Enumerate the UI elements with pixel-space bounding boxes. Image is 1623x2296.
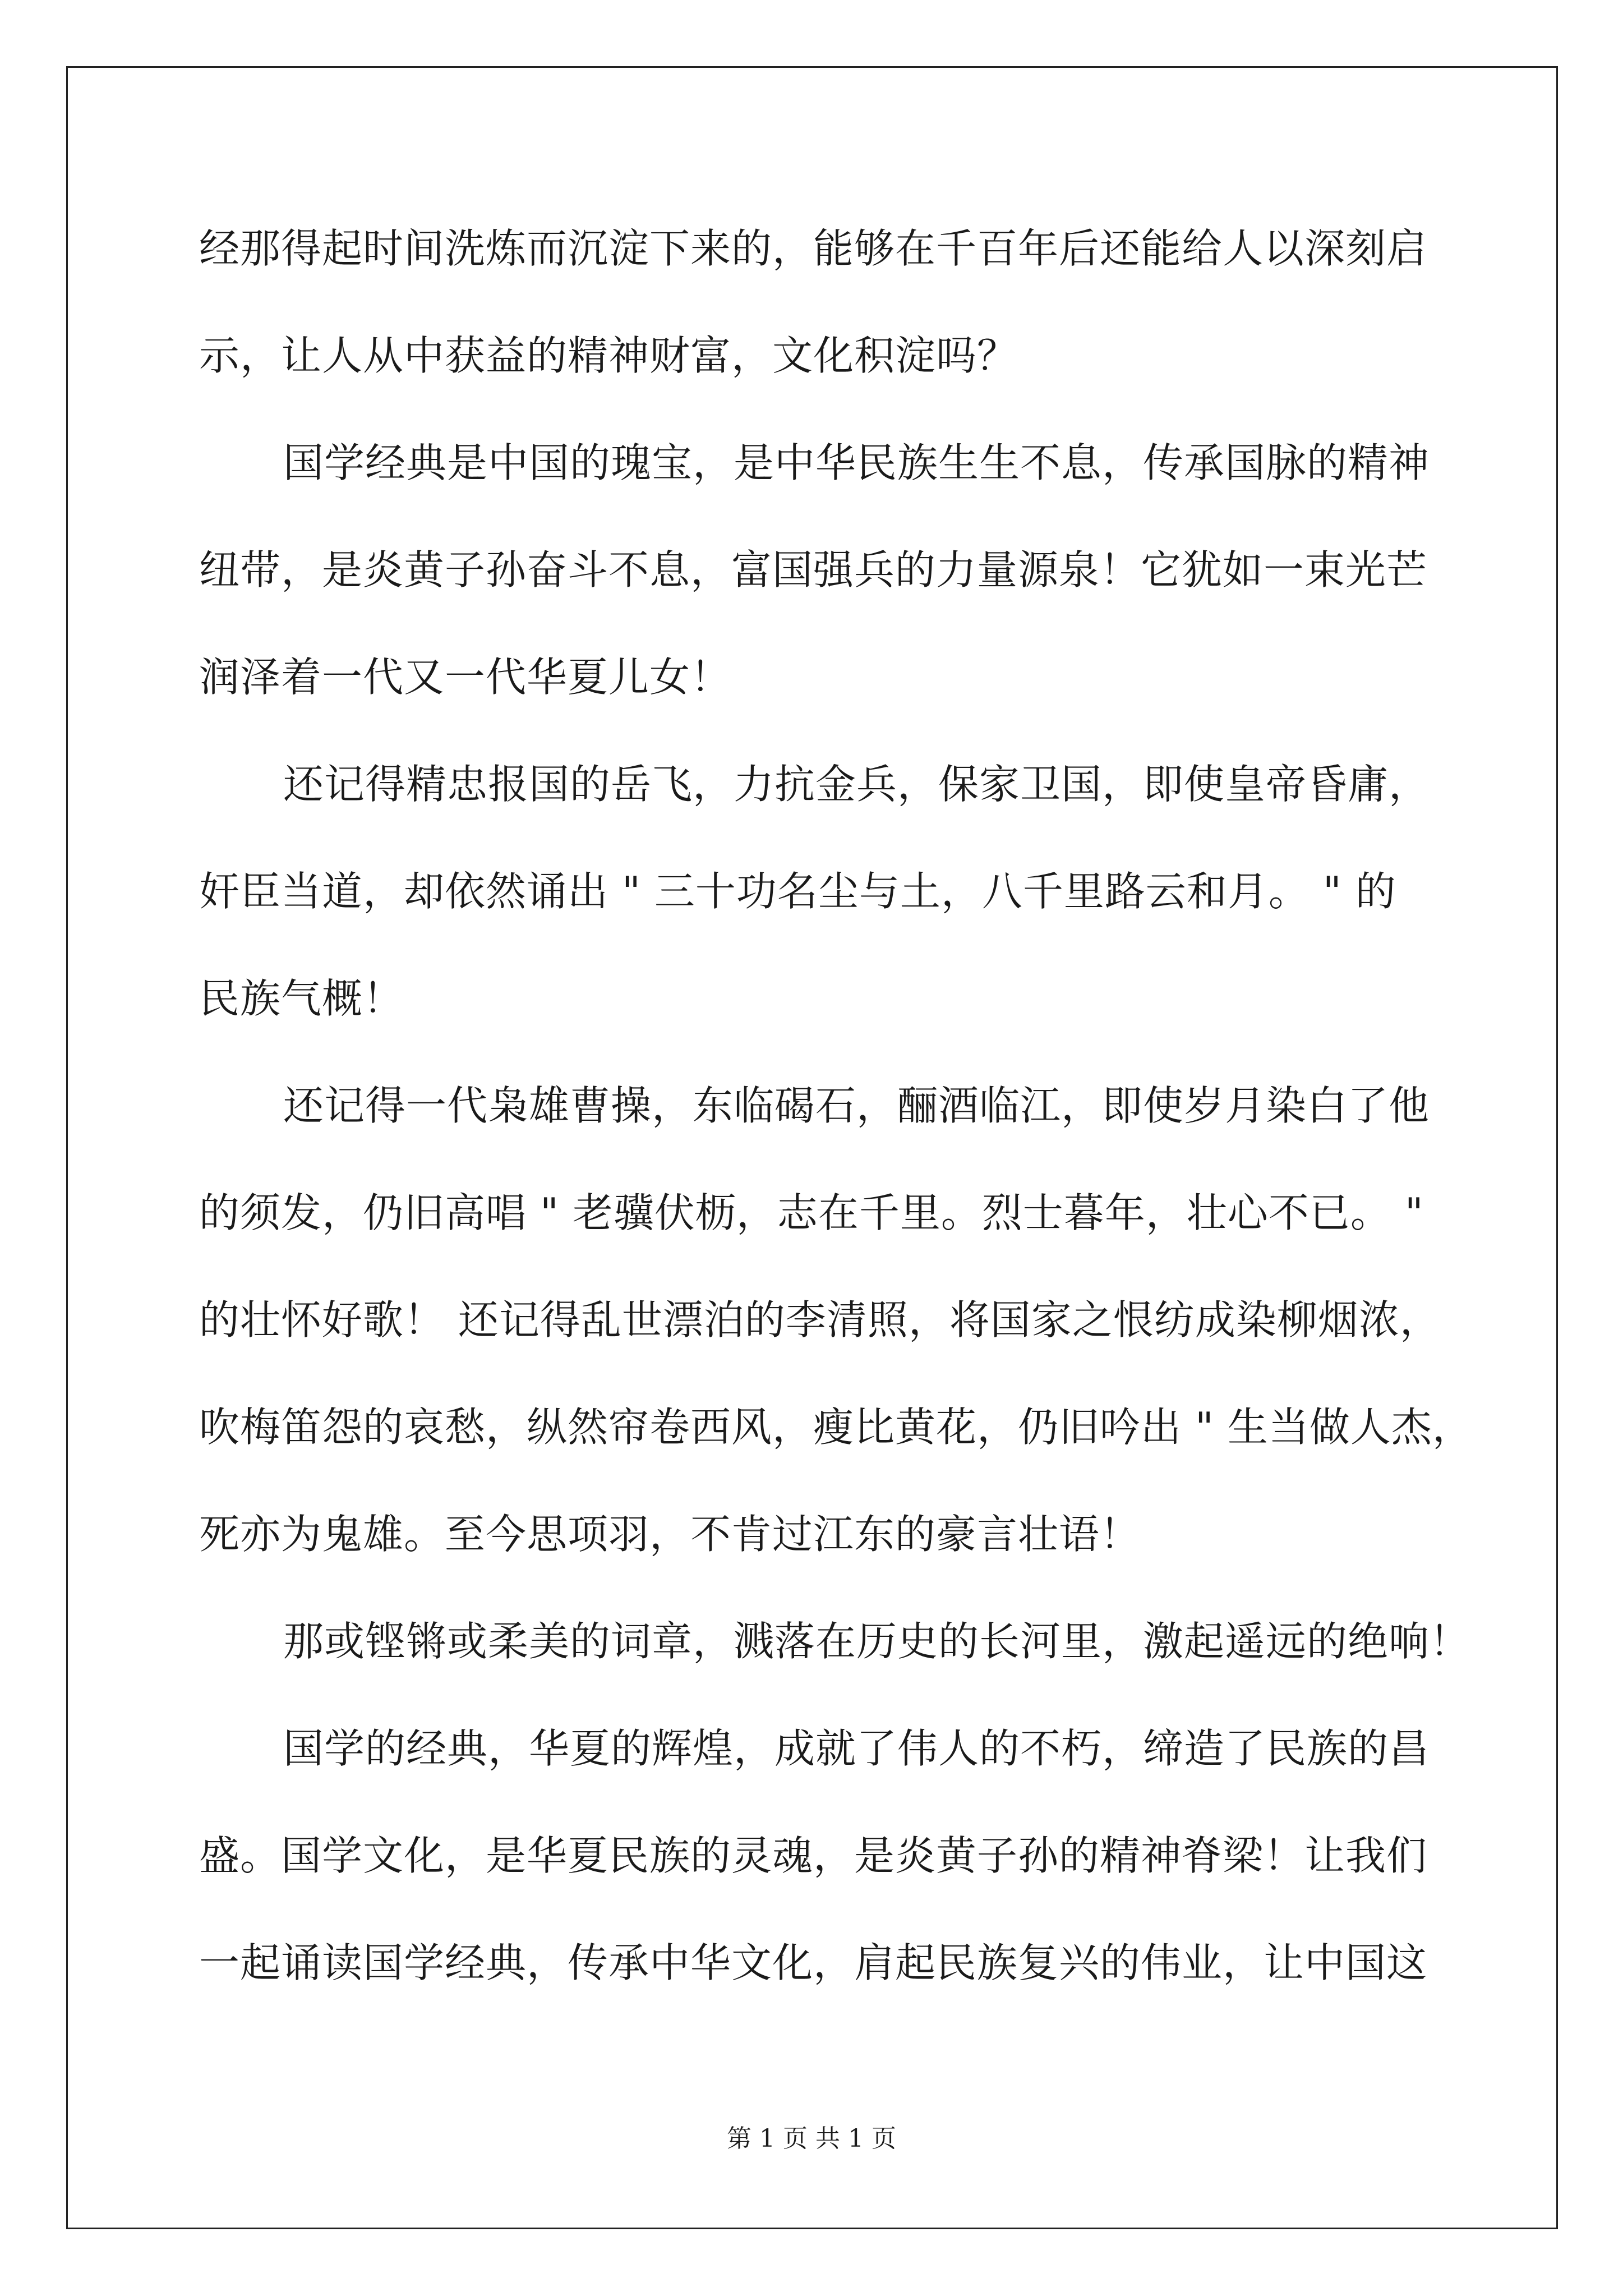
text-line: 示，让人从中获益的精神财富，文化积淀吗？	[199, 332, 1018, 379]
text-line: 吹梅笛怨的哀愁，纵然帘卷西风，瘦比黄花，仍旧吟出 " 生当做人杰，	[199, 1404, 1473, 1451]
text-line: 国学经典是中国的瑰宝，是中华民族生生不息，传承国脉的精神	[283, 439, 1430, 486]
text-line: 还记得精忠报国的岳飞，力抗金兵，保家卫国，即使皇帝昏庸，	[283, 761, 1430, 808]
page-footer: 第 1 页 共 1 页	[727, 2124, 896, 2153]
text-line: 纽带，是炎黄子孙奋斗不息，富国强兵的力量源泉！它犹如一束光芒	[199, 546, 1428, 593]
text-line: 奸臣当道，却依然诵出 " 三十功名尘与土，八千里路云和月。 " 的	[199, 868, 1396, 915]
text-line: 润泽着一代又一代华夏儿女！	[199, 654, 732, 701]
text-line: 死亦为鬼雄。至今思项羽，不肯过江东的豪言壮语！	[199, 1511, 1141, 1558]
text-line: 经那得起时间洗炼而沉淀下来的，能够在千百年后还能给人以深刻启	[199, 225, 1428, 272]
text-line: 民族气概！	[199, 975, 404, 1022]
text-line: 的壮怀好歌！ 还记得乱世漂泊的李清照，将国家之恨纺成染柳烟浓，	[199, 1296, 1441, 1343]
text-line: 的须发，仍旧高唱 " 老骥伏枥，志在千里。烈士暮年，壮心不已。 "	[199, 1189, 1424, 1236]
text-line: 那或铿锵或柔美的词章，溅落在历史的长河里，激起遥远的绝响！	[283, 1618, 1471, 1665]
text-line: 盛。国学文化，是华夏民族的灵魂，是炎黄子孙的精神脊梁！让我们	[199, 1832, 1428, 1879]
text-line: 还记得一代枭雄曹操，东临碣石，酾酒临江，即使岁月染白了他	[283, 1082, 1430, 1129]
text-line: 国学的经典，华夏的辉煌，成就了伟人的不朽，缔造了民族的昌	[283, 1725, 1430, 1772]
document-body	[199, 215, 1473, 2036]
text-line: 一起诵读国学经典，传承中华文化，肩起民族复兴的伟业，让中国这	[199, 1939, 1428, 1986]
